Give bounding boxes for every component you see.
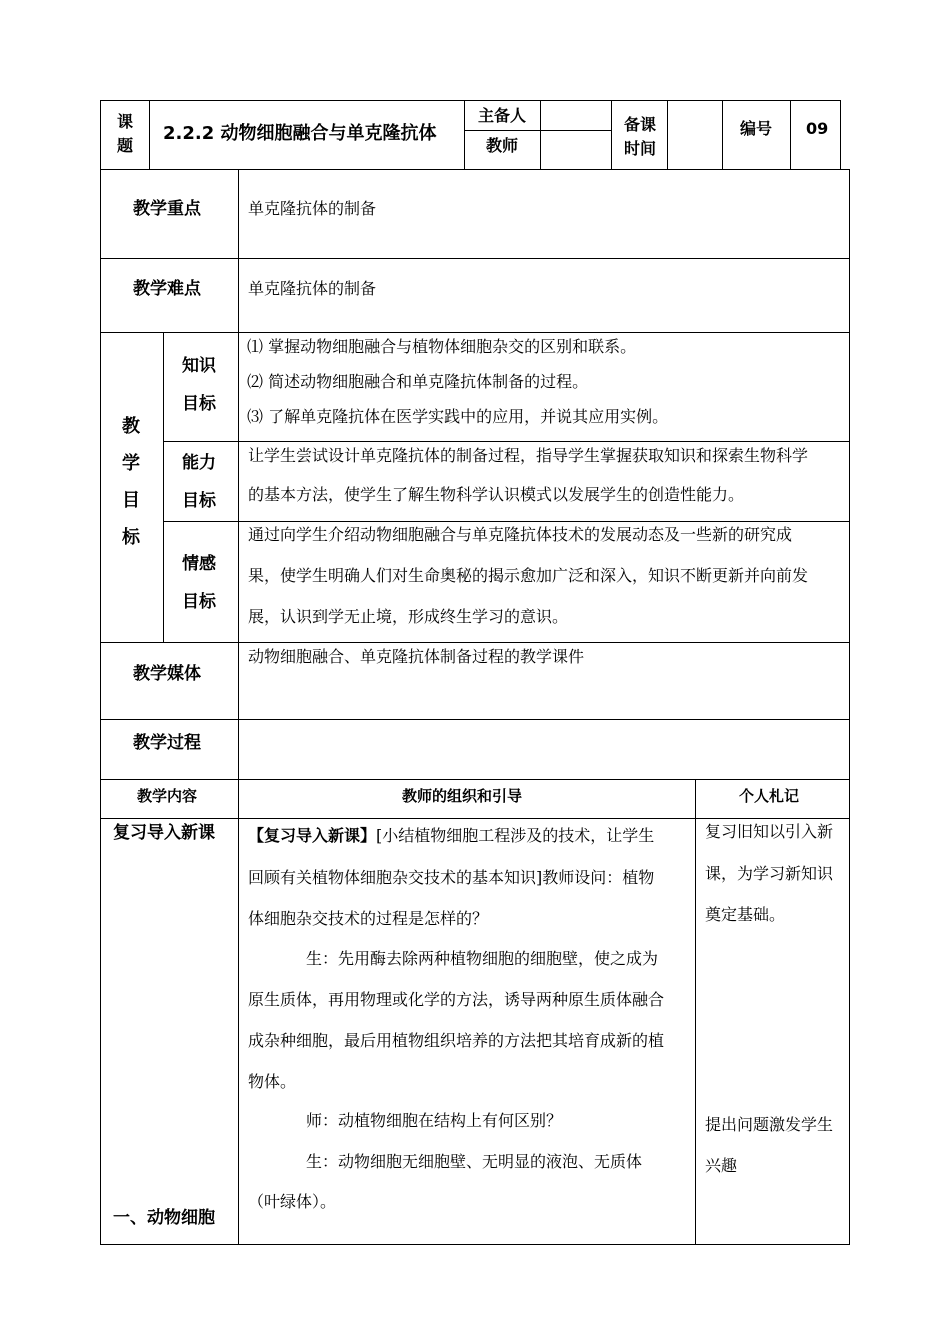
note-line: 奠定基础。 bbox=[705, 905, 786, 924]
topic-title: 2.2.2 动物细胞融合与单克隆抗体 bbox=[163, 123, 437, 144]
intro-heading: 【复习导入新课】 bbox=[248, 826, 377, 845]
knowledge-goal-label: 知识目标 bbox=[182, 356, 216, 414]
goals-label: 教学目标 bbox=[122, 416, 140, 548]
guidance-line: 体细胞杂交技术的过程是怎样的？ bbox=[248, 909, 489, 928]
ability-goal-line: 让学生尝试设计单克隆抗体的制备过程，指导学生掌握获取知识和探索生物科学 bbox=[248, 446, 809, 465]
guidance-line: 成杂种细胞，最后用植物组织培养的方法把其培育成新的植 bbox=[248, 1031, 665, 1050]
column-header-guidance: 教师的组织和引导 bbox=[402, 787, 523, 805]
guidance-line: 师：动植物细胞在结构上有何区别？ bbox=[306, 1111, 563, 1130]
column-header-content: 教学内容 bbox=[137, 787, 198, 805]
key-point-label: 教学重点 bbox=[133, 199, 201, 219]
section-animal-cell: 一、动物细胞 bbox=[113, 1208, 215, 1228]
number-label: 编号 bbox=[740, 119, 773, 138]
key-point-value: 单克隆抗体的制备 bbox=[248, 199, 377, 218]
section-review-intro: 复习导入新课 bbox=[113, 823, 215, 843]
topic-label: 课题 bbox=[117, 112, 134, 155]
knowledge-item: ⑵ 简述动物细胞融合和单克隆抗体制备的过程。 bbox=[247, 372, 589, 391]
guidance-line: 原生质体，再用物理或化学的方法，诱导两种原生质体融合 bbox=[248, 990, 665, 1009]
guidance-line: 生：先用酶去除两种植物细胞的细胞壁，使之成为 bbox=[306, 949, 659, 968]
note-line: 兴趣 bbox=[705, 1156, 738, 1175]
knowledge-item: ⑴ 掌握动物细胞融合与植物体细胞杂交的区别和联系。 bbox=[247, 337, 637, 356]
prep-time-label: 备课时间 bbox=[624, 115, 657, 158]
guidance-line: 生：动物细胞无细胞壁、无明显的液泡、无质体 bbox=[306, 1152, 643, 1171]
difficulty-value: 单克隆抗体的制备 bbox=[248, 279, 377, 298]
guidance-line bbox=[248, 826, 654, 846]
note-line: 课，为学习新知识 bbox=[705, 864, 834, 883]
guidance-line: 回顾有关植物体细胞杂交技术的基本知识]教师设问：植物 bbox=[248, 868, 655, 887]
column-header-notes: 个人札记 bbox=[739, 787, 800, 805]
ability-goal-line: 的基本方法，使学生了解生物科学认识模式以发展学生的创造性能力。 bbox=[248, 485, 745, 504]
ability-goal-label: 能力目标 bbox=[182, 453, 216, 511]
emotion-goal-label: 情感目标 bbox=[182, 554, 216, 612]
emotion-goal-line: 展，认识到学无止境，形成终生学习的意识。 bbox=[248, 607, 569, 626]
knowledge-item: ⑶ 了解单克隆抗体在医学实践中的应用，并说其应用实例。 bbox=[247, 407, 669, 426]
guidance-line: 物体。 bbox=[248, 1072, 297, 1091]
media-label: 教学媒体 bbox=[133, 664, 201, 684]
difficulty-label: 教学难点 bbox=[133, 279, 201, 299]
note-line: 复习旧知以引入新 bbox=[705, 822, 834, 841]
teacher-label: 教师 bbox=[486, 136, 519, 155]
preparer-label: 主备人 bbox=[478, 106, 527, 125]
emotion-goal-line: 果，使学生明确人们对生命奥秘的揭示愈加广泛和深入，知识不断更新并向前发 bbox=[248, 566, 809, 585]
process-label: 教学过程 bbox=[133, 733, 201, 753]
guidance-line: （叶绿体）。 bbox=[248, 1192, 337, 1211]
emotion-goal-line: 通过向学生介绍动物细胞融合与单克隆抗体技术的发展动态及一些新的研究成 bbox=[248, 525, 793, 544]
note-line: 提出问题激发学生 bbox=[705, 1115, 834, 1134]
guidance-line-text: [小结植物细胞工程涉及的技术，让学生 bbox=[376, 826, 655, 845]
media-value: 动物细胞融合、单克隆抗体制备过程的教学课件 bbox=[248, 647, 585, 666]
number-value: 09 bbox=[806, 119, 829, 138]
